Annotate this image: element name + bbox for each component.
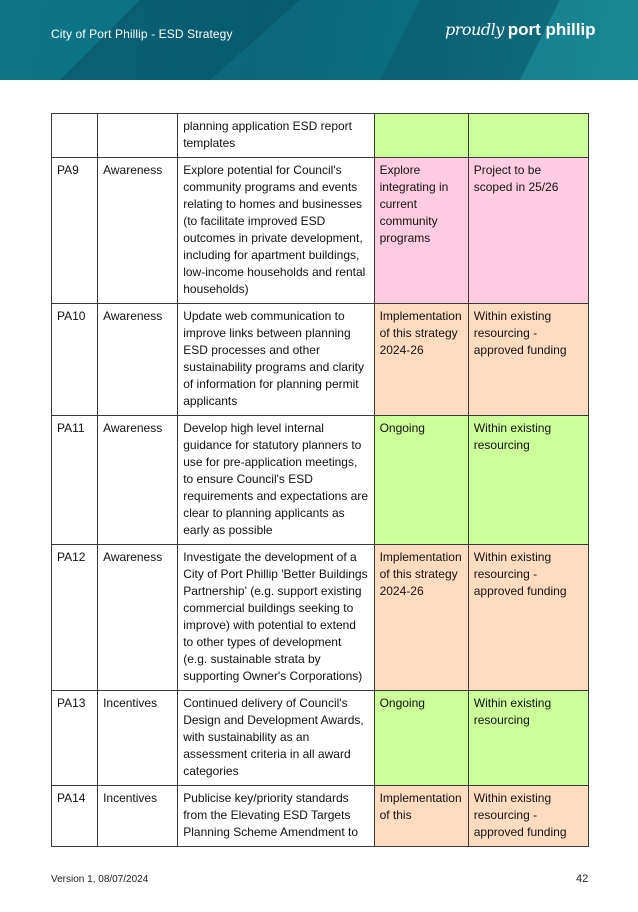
actions-table bbox=[51, 113, 589, 847]
resourcing-cell: Project to be scoped in 25/26 bbox=[468, 158, 588, 304]
timing-cell: Explore integrating in current community programs bbox=[374, 158, 468, 304]
header-banner bbox=[0, 0, 638, 80]
timing-cell: Ongoing bbox=[374, 691, 468, 786]
action-description-cell: planning application ESD report templates bbox=[178, 114, 374, 158]
category-cell: Incentives bbox=[98, 786, 178, 847]
page-number: 42 bbox=[576, 873, 589, 885]
actions-table-body bbox=[52, 114, 589, 847]
logo-script-text: proudly bbox=[445, 20, 504, 39]
table-row bbox=[52, 416, 589, 545]
action-description-cell: Develop high level internal guidance for statutory planners to use for pre-application meetings, to ensure Council's ESD requirements and expectations are clear to planning applicants as early as possible bbox=[178, 416, 374, 545]
timing-cell: Implementation of this strategy 2024-26 bbox=[374, 545, 468, 691]
category-cell: Awareness bbox=[98, 158, 178, 304]
action-id-cell: PA9 bbox=[52, 158, 98, 304]
category-cell bbox=[98, 114, 178, 158]
action-description-cell: Investigate the development of a City of Port Phillip 'Better Buildings Partnership' (e.g. support existing commercial buildings seeking to improve) with potential to extend to other types of development (e.g. sustainable strata by supporting Owner's Corporations) bbox=[178, 545, 374, 691]
logo-brand-text: port phillip bbox=[507, 20, 596, 39]
footer-version: Version 1, 08/07/2024 bbox=[51, 874, 149, 885]
action-id-cell: PA10 bbox=[52, 304, 98, 416]
action-id-cell: PA11 bbox=[52, 416, 98, 545]
timing-cell: Ongoing bbox=[374, 416, 468, 545]
action-description-cell: Publicise key/priority standards from the Elevating ESD Targets Planning Scheme Amendment to bbox=[178, 786, 374, 847]
action-id-cell bbox=[52, 114, 98, 158]
category-cell: Awareness bbox=[98, 304, 178, 416]
table-row bbox=[52, 158, 589, 304]
resourcing-cell: Within existing resourcing - approved funding bbox=[468, 545, 588, 691]
table-row bbox=[52, 545, 589, 691]
document-title: City of Port Phillip - ESD Strategy bbox=[51, 27, 233, 41]
timing-cell: Implementation of this bbox=[374, 786, 468, 847]
action-description-cell: Update web communication to improve links between planning ESD processes and other sustainability programs and clarity of information for planning permit applicants bbox=[178, 304, 374, 416]
table-row bbox=[52, 691, 589, 786]
resourcing-cell: Within existing resourcing bbox=[468, 416, 588, 545]
action-description-cell: Explore potential for Council's community programs and events relating to homes and businesses (to facilitate improved ESD outcomes in private development, including for apartment buildings, low-income households and rental households) bbox=[178, 158, 374, 304]
resourcing-cell bbox=[468, 114, 588, 158]
timing-cell bbox=[374, 114, 468, 158]
action-id-cell: PA12 bbox=[52, 545, 98, 691]
category-cell: Awareness bbox=[98, 545, 178, 691]
port-phillip-logo bbox=[445, 20, 596, 40]
resourcing-cell: Within existing resourcing - approved funding bbox=[468, 304, 588, 416]
table-row bbox=[52, 114, 589, 158]
category-cell: Awareness bbox=[98, 416, 178, 545]
action-description-cell: Continued delivery of Council's Design and Development Awards, with sustainability as an assessment criteria in all award categories bbox=[178, 691, 374, 786]
action-id-cell: PA14 bbox=[52, 786, 98, 847]
timing-cell: Implementation of this strategy 2024-26 bbox=[374, 304, 468, 416]
action-id-cell: PA13 bbox=[52, 691, 98, 786]
table-row bbox=[52, 304, 589, 416]
resourcing-cell: Within existing resourcing bbox=[468, 691, 588, 786]
category-cell: Incentives bbox=[98, 691, 178, 786]
resourcing-cell: Within existing resourcing - approved funding bbox=[468, 786, 588, 847]
table-row bbox=[52, 786, 589, 847]
